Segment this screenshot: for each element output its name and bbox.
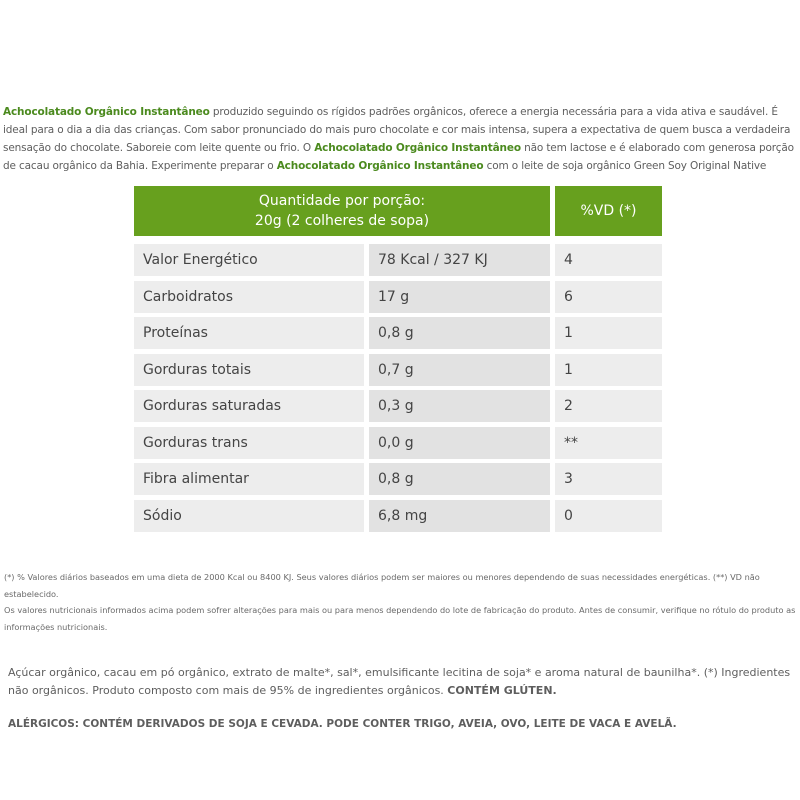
nutrient-amount: 17 g (369, 281, 550, 313)
nutrient-name: Gorduras trans (134, 427, 364, 459)
brand-name: Achocolatado Orgânico Instantâneo (3, 106, 210, 118)
nutrient-amount: 6,8 mg (369, 500, 550, 532)
footnote-vd: (*) % Valores diários baseados em uma dieta de 2000 Kcal ou 8400 KJ. Seus valores diários podem ser maiores ou menores dependendo de suas necessidades energéticas. (**) VD não estabelecido. (4, 572, 760, 599)
allergens-warning: ALÉRGICOS: CONTÉM DERIVADOS DE SOJA E CEVADA. PODE CONTER TRIGO, AVEIA, OVO, LEITE DE VACA E AVELÃ. (8, 718, 677, 730)
nutrient-name: Gorduras totais (134, 354, 364, 386)
nutrient-vd: 6 (555, 281, 662, 313)
brand-name: Achocolatado Orgânico Instantâneo (314, 142, 521, 154)
nutrient-amount: 0,0 g (369, 427, 550, 459)
table-row (134, 390, 662, 422)
nutrient-name: Sódio (134, 500, 364, 532)
nutrient-amount: 0,8 g (369, 463, 550, 495)
footnote (4, 569, 798, 635)
ingredients-text: Açúcar orgânico, cacau em pó orgânico, extrato de malte*, sal*, emulsificante lecitina de soja* e aroma natural de baunilha*. (*) Ingredientes não orgânicos. Produto composto com mais de 95% de ingredientes orgânicos. (8, 666, 791, 697)
nutrient-amount: 0,3 g (369, 390, 550, 422)
nutrient-vd: ** (555, 427, 662, 459)
gluten-warning: CONTÉM GLÚTEN. (447, 684, 557, 697)
table-header-serving (134, 186, 550, 236)
nutrient-vd: 3 (555, 463, 662, 495)
serving-label: Quantidade por porção: (258, 193, 426, 209)
nutrient-amount: 0,7 g (369, 354, 550, 386)
footnote-variation: Os valores nutricionais informados acima podem sofrer alterações para mais ou para menos dependendo do lote de fabricação do produto. Antes de consumir, verifique no rótulo do produto as informações nutricionais. (4, 605, 796, 632)
brand-name: Achocolatado Orgânico Instantâneo (276, 160, 484, 172)
table-row (134, 463, 662, 495)
serving-size: 20g (2 colheres de sopa) (254, 213, 430, 229)
ingredients (8, 664, 798, 700)
nutrient-name: Proteínas (134, 317, 364, 349)
nutrient-name: Valor Energético (134, 244, 364, 276)
table-row (134, 244, 662, 276)
table-row (134, 427, 662, 459)
description-text: com o leite de soja orgânico Green Soy Original Native (483, 160, 767, 172)
table-row (134, 354, 662, 386)
nutrient-vd: 4 (555, 244, 662, 276)
description-text: produzido seguindo os rígidos padrões orgânicos, oferece a energia necessária para a vida ativa e saudável. É ideal para o dia a dia das crianças. Com sabor pronunciado do mais puro chocolate e cor mais intensa, supera a expectativa de quem busca a verdadeira sensação do chocolate. Saboreie com leite quente ou frio. O (3, 106, 791, 154)
table-row (134, 500, 662, 532)
table-row (134, 281, 662, 313)
nutrient-vd: 1 (555, 317, 662, 349)
nutrient-vd: 2 (555, 390, 662, 422)
description-text: não tem lactose e é elaborado com generosa porção de cacau orgânico da Bahia. Experimente preparar o (3, 142, 794, 172)
nutrient-name: Fibra alimentar (134, 463, 364, 495)
nutrient-name: Gorduras saturadas (134, 390, 364, 422)
nutrient-vd: 0 (555, 500, 662, 532)
table-header-vd: %VD (*) (555, 186, 662, 236)
product-description (3, 103, 797, 175)
table-row (134, 317, 662, 349)
nutrient-vd: 1 (555, 354, 662, 386)
nutrient-amount: 78 Kcal / 327 KJ (369, 244, 550, 276)
nutrient-amount: 0,8 g (369, 317, 550, 349)
nutrient-name: Carboidratos (134, 281, 364, 313)
